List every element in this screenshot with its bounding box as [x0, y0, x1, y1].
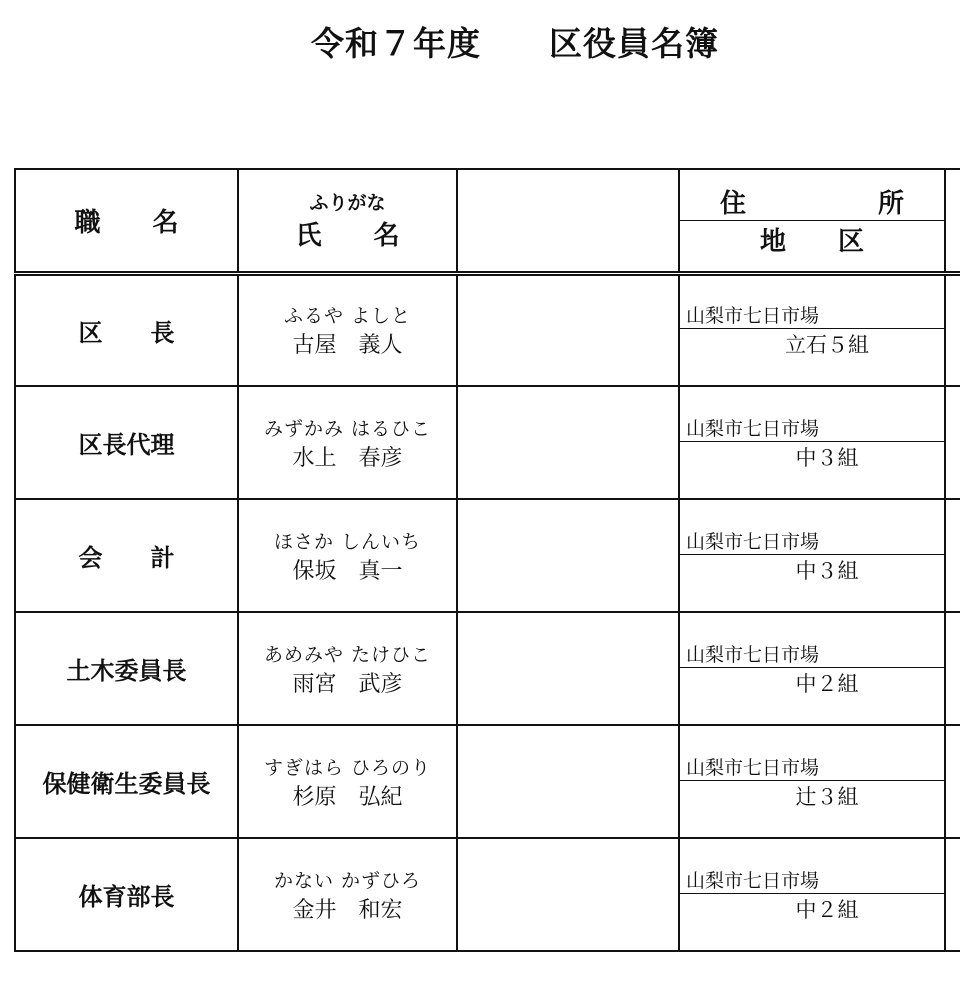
table-row [15, 386, 960, 499]
position-title: 区長代理 [78, 431, 175, 459]
furigana: あめみや たけひこ [263, 643, 432, 666]
header-name: 氏 名 [295, 221, 400, 252]
header-extra-cell [945, 169, 960, 273]
table-row [15, 725, 960, 838]
district: 辻３組 [795, 784, 859, 809]
furigana: すぎはら ひろのり [263, 756, 432, 779]
header-district: 地 区 [759, 226, 864, 257]
blank-cell [457, 612, 679, 725]
address: 山梨市七日市場 [680, 301, 944, 329]
address: 山梨市七日市場 [680, 414, 944, 442]
position-title: 会 計 [78, 544, 175, 572]
district: 立石５組 [785, 333, 869, 358]
person-name: 金井 和宏 [292, 897, 403, 923]
extra-cell [945, 499, 960, 612]
furigana: かない かずひろ [273, 869, 422, 892]
table-row [15, 612, 960, 725]
position-title: 土木委員長 [66, 657, 187, 685]
extra-cell [945, 273, 960, 386]
position-title: 保健衛生委員長 [42, 770, 211, 798]
table-header-row [15, 169, 960, 273]
extra-cell [945, 386, 960, 499]
extra-cell [945, 838, 960, 951]
header-position-cell [15, 169, 238, 273]
district: 中２組 [795, 671, 859, 696]
blank-cell [457, 386, 679, 499]
person-name: 古屋 義人 [292, 333, 403, 359]
table-row [15, 838, 960, 951]
blank-cell [457, 838, 679, 951]
address: 山梨市七日市場 [680, 640, 944, 668]
extra-cell [945, 612, 960, 725]
person-name: 雨宮 武彦 [292, 671, 403, 697]
furigana: ほさか しんいち [273, 530, 422, 553]
header-position: 職 名 [74, 207, 179, 238]
district: 中２組 [795, 897, 859, 922]
officers-table [14, 168, 960, 952]
header-name-cell [238, 169, 457, 273]
header-address-left: 住 [720, 188, 747, 219]
district: 中３組 [795, 445, 859, 470]
position-title: 区 長 [78, 318, 175, 347]
header-address-right: 所 [877, 188, 904, 219]
address: 山梨市七日市場 [680, 866, 944, 894]
person-name: 杉原 弘紀 [292, 784, 403, 810]
blank-cell [457, 273, 679, 386]
blank-cell [457, 725, 679, 838]
document-title: 令和７年度 区役員名簿 [311, 24, 719, 63]
position-title: 体育部長 [78, 883, 175, 911]
person-name: 保坂 真一 [292, 558, 403, 584]
header-address-cell [679, 169, 945, 273]
table-row [15, 499, 960, 612]
extra-cell [945, 725, 960, 838]
header-address [680, 183, 944, 221]
person-name: 水上 春彦 [292, 445, 403, 471]
furigana: ふるや よしと [283, 305, 412, 328]
district: 中３組 [795, 558, 859, 583]
blank-cell [457, 499, 679, 612]
header-furigana: ふりがな [309, 192, 386, 215]
furigana: みずかみ はるひこ [263, 417, 432, 440]
header-blank-cell [457, 169, 679, 273]
address: 山梨市七日市場 [680, 753, 944, 781]
address: 山梨市七日市場 [680, 527, 944, 555]
table-row [15, 273, 960, 386]
